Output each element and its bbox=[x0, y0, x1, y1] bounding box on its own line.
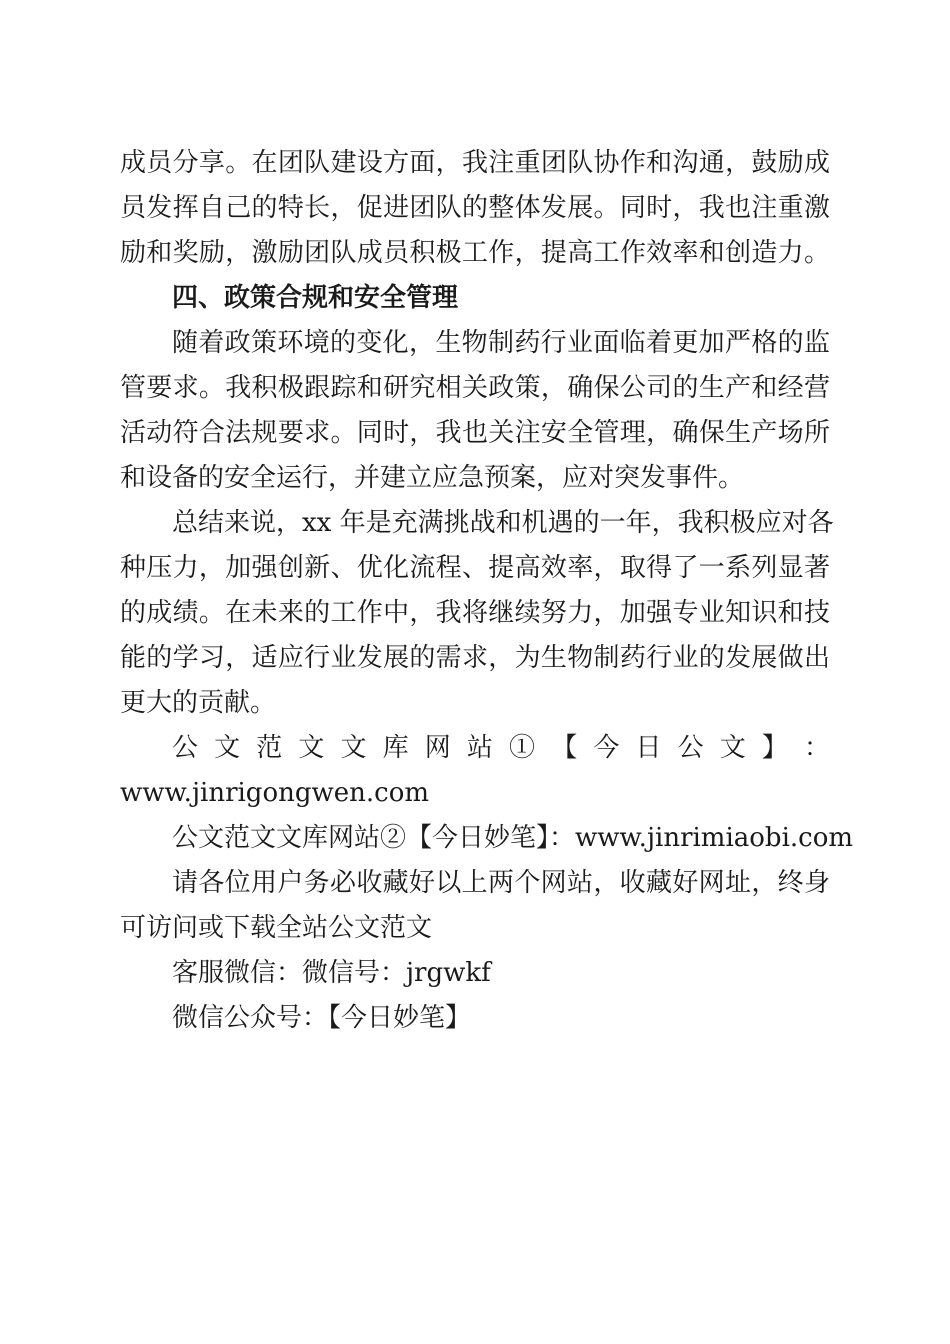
text-line: 更大的贡献。 bbox=[120, 688, 277, 718]
text-line: 种压力，加强创新、优化流程、提高效率，取得了一系列显著 bbox=[120, 553, 830, 583]
text-line: 请各位用户务必收藏好以上两个网站，收藏好网址，终身 bbox=[172, 868, 830, 898]
text-line: 励和奖励，激励团队成员积极工作，提高工作效率和创造力。 bbox=[120, 238, 830, 268]
text-line: 的成绩。在未来的工作中，我将继续努力，加强专业知识和技 bbox=[120, 598, 830, 628]
text-line: 公 文 范 文 文 库 网 站 ① 【 今 日 公 文 】 ： bbox=[172, 733, 830, 763]
wechat-public-account: 微信公众号：【今日妙笔】 bbox=[172, 1003, 472, 1033]
text-line: 总结来说，xx 年是充满挑战和机遇的一年，我积极应对各 bbox=[172, 508, 834, 538]
site-link-2[interactable]: 公文范文文库网站②【今日妙笔】：www.jinrimiaobi.com bbox=[172, 823, 854, 853]
text-line: 和设备的安全运行，并建立应急预案，应对突发事件。 bbox=[120, 463, 745, 493]
wechat-service: 客服微信：微信号：jrgwkf bbox=[172, 958, 491, 988]
text-line: 能的学习，适应行业发展的需求，为生物制药行业的发展做出 bbox=[120, 643, 830, 673]
text-line: 管要求。我积极跟踪和研究相关政策，确保公司的生产和经营 bbox=[120, 373, 830, 403]
text-line: 活动符合法规要求。同时，我也关注安全管理，确保生产场所 bbox=[120, 418, 830, 448]
site-url-1[interactable]: www.jinrigongwen.com bbox=[120, 778, 430, 808]
text-line: 随着政策环境的变化，生物制药行业面临着更加严格的监 bbox=[172, 328, 830, 358]
text-line: 可访问或下载全站公文范文 bbox=[120, 913, 433, 943]
section-heading: 四、政策合规和安全管理 bbox=[172, 283, 459, 313]
text-line: 员发挥自己的特长，促进团队的整体发展。同时，我也注重激 bbox=[120, 193, 830, 223]
text-line: 成员分享。在团队建设方面，我注重团队协作和沟通，鼓励成 bbox=[120, 148, 830, 178]
